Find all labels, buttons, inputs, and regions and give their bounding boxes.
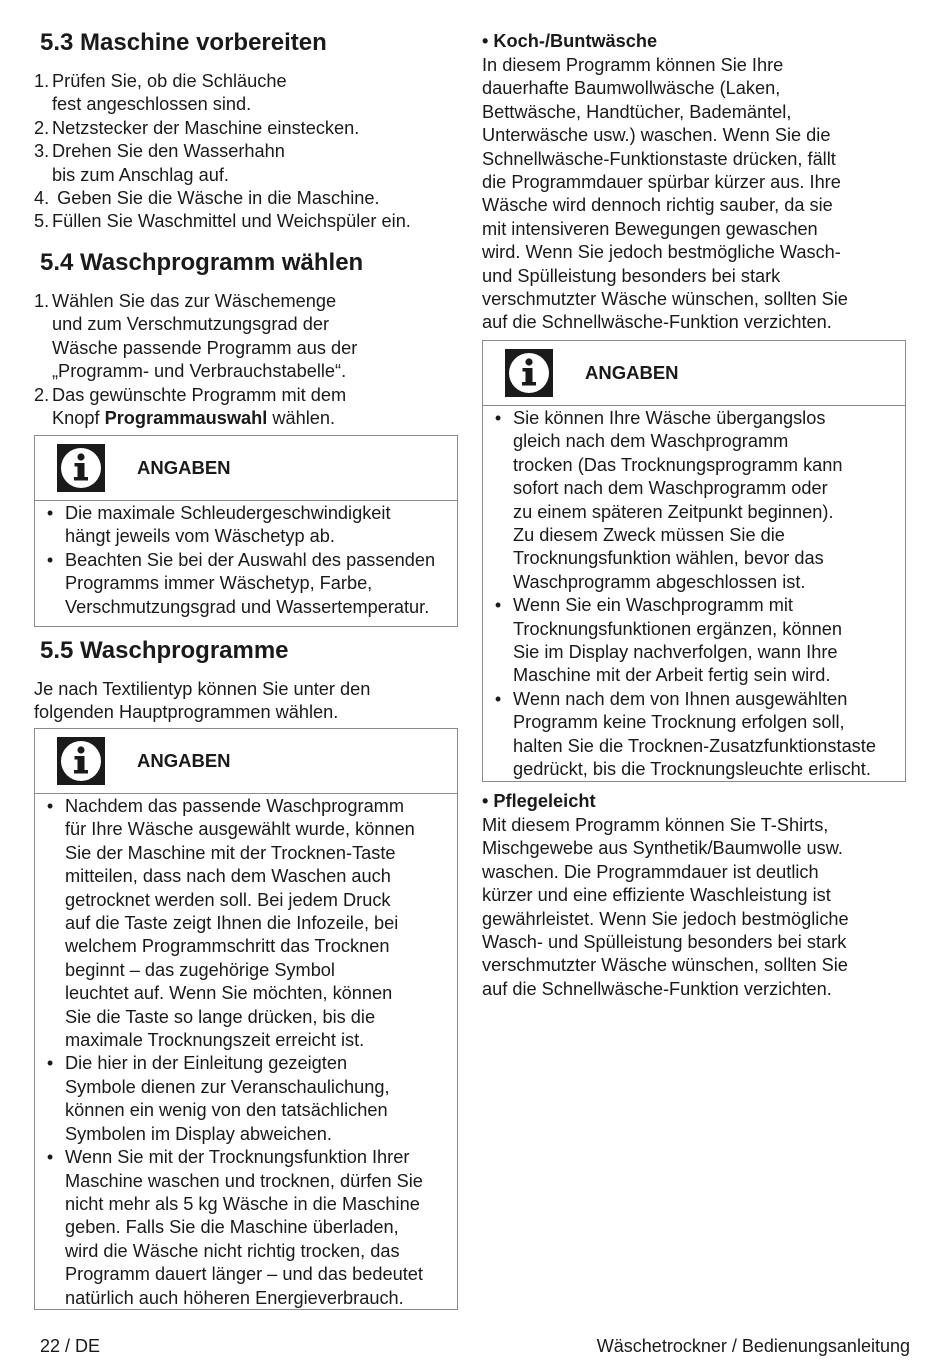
list-item: 1. Prüfen Sie, ob die Schläuche fest angeschlossen sind.	[34, 71, 287, 115]
list-item: 1. Wählen Sie das zur Wäschemenge und zum Verschmutzungsgrad der Wäsche passende Programm aus der „Programm- und Verbrauchstabelle“.	[34, 291, 358, 382]
info-box-title: ANGABEN	[585, 362, 679, 383]
list-item: • Beachten Sie bei der Auswahl des passenden Programms immer Wäschetyp, Farbe, Verschmutzungsgrad und Wassertemperatur.	[46, 549, 436, 617]
list-item: 2. Das gewünschte Programm mit dem Knopf Programmauswahl wählen.	[34, 384, 347, 429]
heading-5-4: 5.4 Waschprogramm wählen	[40, 249, 364, 276]
list-item: • Nachdem das passende Waschprogramm für Ihre Wäsche ausgewählt wurde, können Sie der Maschine mit der Trocknen-Taste mitteilen, dass nach dem Waschen auch getrocknet werden soll. Bei jedem Druck auf die Taste zeigt Ihnen die Infozeile, bei welchem Programmschritt das Trocknen beginnt – das zugehörige Symbol leuchtet auf. Wenn Sie möchten, können Sie die Taste so lange drücken, bis die maximale Trocknungszeit erreicht ist.	[46, 796, 415, 1051]
info-box-list	[35, 501, 457, 619]
program-select-steps	[34, 290, 458, 430]
info-box-drying-transition	[482, 340, 906, 782]
info-box-spin	[34, 435, 458, 627]
program-text-pflege: Mit diesem Programm können Sie T-Shirts, Mischgewebe aus Synthetik/Baumwolle usw. waschen. Die Programmdauer ist deutlich kürzer und eine effiziente Waschleistung ist gewährleistet. Wenn Sie jedoch bestmögliche Wasch- und Spülleistung besonders bei stark verschmutzter Wäsche wünschen, sollten Sie auf die Schnellwäsche-Funktion verzichten.	[482, 815, 849, 999]
info-box-list	[483, 406, 905, 782]
info-box-header	[483, 341, 905, 406]
page-number: 22 / DE	[40, 1336, 101, 1356]
program-select-knob-label: Programmauswahl	[104, 408, 268, 429]
info-box-title: ANGABEN	[137, 457, 231, 478]
list-item: 4. Geben Sie die Wäsche in die Maschine.	[34, 188, 380, 209]
info-box-title: ANGABEN	[137, 750, 231, 771]
info-icon	[57, 737, 105, 785]
heading-5-5: 5.5 Waschprogramme	[40, 637, 289, 664]
info-box-header	[35, 729, 457, 794]
list-item: • Die maximale Schleudergeschwindigkeit hängt jeweils vom Wäschetyp ab.	[46, 503, 391, 547]
list-item: 3. Drehen Sie den Wasserhahn bis zum Anschlag auf.	[34, 141, 285, 185]
info-icon	[505, 349, 553, 397]
list-item: • Sie können Ihre Wäsche übergangslos gleich nach dem Waschprogramm trocken (Das Trocknungsprogramm kann sofort nach dem Waschprogramm oder zu einem späteren Zeitpunkt beginnen). Zu diesem Zweck müssen Sie die Trocknungsfunktion wählen, bevor das Waschprogramm abgeschlossen ist.	[494, 408, 843, 592]
list-item: 2. Netzstecker der Maschine einstecken.	[34, 117, 360, 138]
info-box-header	[35, 436, 457, 501]
program-title-koch: • Koch-/Buntwäsche	[482, 31, 658, 51]
heading-5-3: 5.3 Maschine vorbereiten	[40, 29, 327, 56]
programs-intro: Je nach Textilientyp können Sie unter den folgenden Hauptprogrammen wählen.	[34, 679, 371, 723]
list-item: • Wenn nach dem von Ihnen ausgewählten Programm keine Trocknung erfolgen soll, halten Sie die Trocknen-Zusatzfunktionstaste gedrückt, bis die Trocknungsleuchte erlischt.	[494, 688, 876, 780]
info-icon	[57, 444, 105, 492]
list-item: • Wenn Sie mit der Trocknungsfunktion Ihrer Maschine waschen und trocknen, dürfen Sie nicht mehr als 5 kg Wäsche in die Maschine geben. Falls Sie die Maschine überladen, wird die Wäsche nicht richtig trocken, das Programm dauert länger – und das bedeutet natürlich auch höheren Energieverbrauch.	[46, 1147, 423, 1308]
info-box-drying	[34, 728, 458, 1310]
program-title-pflege: • Pflegeleicht	[482, 791, 596, 811]
program-text-koch: In diesem Programm können Sie Ihre dauerhafte Baumwollwäsche (Laken, Bettwäsche, Handtücher, Bademäntel, Unterwäsche usw.) waschen. Wenn Sie die Schnellwäsche-Funktionstaste drücken, fällt die Programmdauer spürbar kürzer aus. Ihre Wäsche wird dennoch richtig sauber, da sie mit intensiveren Bewegungen gewaschen wird. Wenn Sie jedoch bestmögliche Wasch- und Spülleistung besonders bei stark verschmutzter Wäsche wünschen, sollten Sie auf die Schnellwäsche-Funktion verzichten.	[482, 55, 848, 333]
list-item: • Wenn Sie ein Waschprogramm mit Trocknungsfunktionen ergänzen, können Sie im Display nachverfolgen, wann Ihre Maschine mit der Arbeit fertig sein wird.	[494, 595, 842, 686]
info-box-list	[35, 794, 457, 1310]
preparation-steps	[34, 70, 458, 234]
document-title: Wäschetrockner / Bedienungsanleitung	[596, 1336, 910, 1356]
list-item: • Die hier in der Einleitung gezeigten Symbole dienen zur Veranschaulichung, können ein wenig von den tatsächlichen Symbolen im Display abweichen.	[46, 1053, 390, 1144]
list-item: 5. Füllen Sie Waschmittel und Weichspüler ein.	[34, 211, 411, 232]
